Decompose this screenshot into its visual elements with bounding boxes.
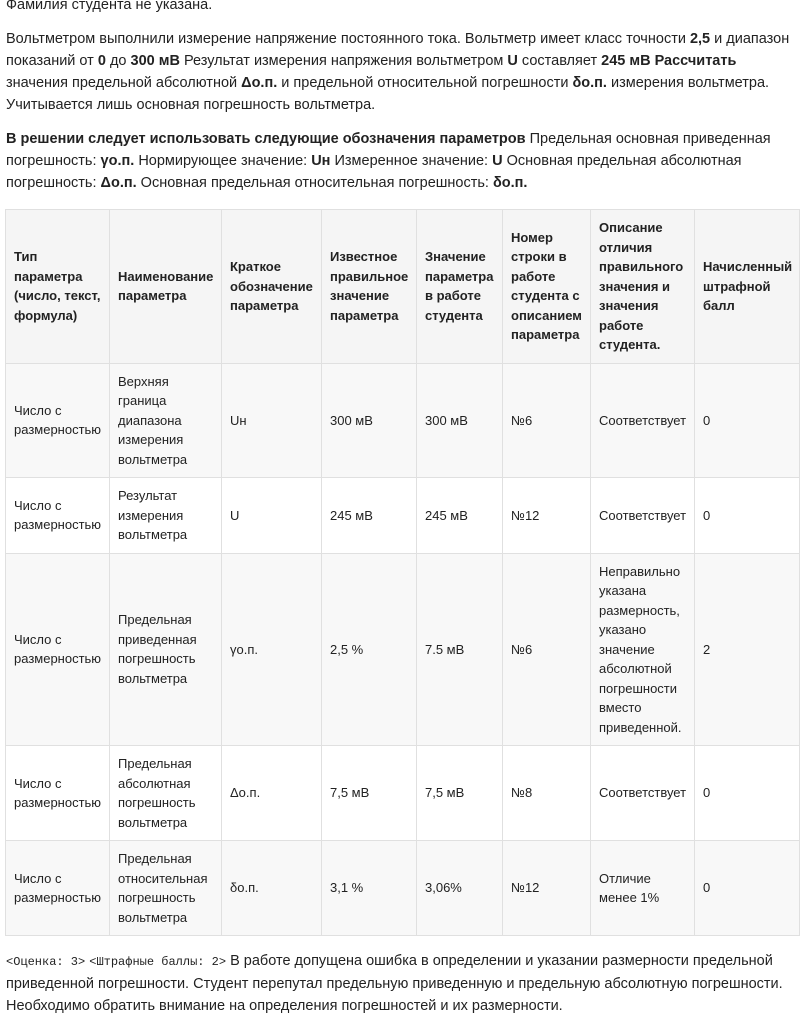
cell-student: 300 мВ: [417, 363, 503, 478]
cell-name: Верхняя граница диапазона измерения вольтметра: [110, 363, 222, 478]
cell-name: Предельная приведенная погрешность вольтметра: [110, 553, 222, 746]
table-row: [6, 841, 800, 936]
table-header-row: [6, 210, 800, 364]
table-row: [6, 746, 800, 841]
cell-student: 245 мВ: [417, 478, 503, 554]
header-param-name: Наименование параметра: [110, 210, 222, 364]
header-difference: Описание отличия правильного значения и значения работе студента.: [591, 210, 695, 364]
cell-correct: 7,5 мВ: [322, 746, 417, 841]
header-short-notation: Краткое обозначение параметра: [222, 210, 322, 364]
cell-type: Число с размерностью: [6, 553, 110, 746]
header-correct-value: Известное правильное значение параметра: [322, 210, 417, 364]
header-line-number: Номер строки в работе студента с описанием параметра: [503, 210, 591, 364]
cell-name: Предельная относительная погрешность вольтметра: [110, 841, 222, 936]
cell-line: №8: [503, 746, 591, 841]
cell-difference: Отличие менее 1%: [591, 841, 695, 936]
cell-line: №12: [503, 478, 591, 554]
cell-difference: Неправильно указана размерность, указано значение абсолютной погрешности вместо приведенной.: [591, 553, 695, 746]
cell-line: №6: [503, 363, 591, 478]
cell-student: 7,5 мВ: [417, 746, 503, 841]
table-row: [6, 553, 800, 746]
document: [6, 0, 798, 1017]
parameters-table: [5, 209, 800, 936]
cell-correct: 300 мВ: [322, 363, 417, 478]
cell-notation: γо.п.: [222, 553, 322, 746]
summary-text: В работе допущена ошибка в определении и указании размерности предельной приведенной погрешности. Студент перепутал предельную приведенную и предельную абсолютную погрешности. Необходимо обратить внимание на определения погрешностей и их размерности.: [6, 953, 783, 1014]
table-row: [6, 363, 800, 478]
cell-correct: 2,5 %: [322, 553, 417, 746]
cell-penalty: 0: [695, 363, 800, 478]
cell-penalty: 0: [695, 746, 800, 841]
cell-penalty: 2: [695, 553, 800, 746]
header-student-value: Значение параметра в работе студента: [417, 210, 503, 364]
cell-name: Результат измерения вольтметра: [110, 478, 222, 554]
grading-summary: [6, 950, 798, 1017]
cell-notation: Uн: [222, 363, 322, 478]
cell-notation: Δо.п.: [222, 746, 322, 841]
grade-tag: <Оценка: 3>: [6, 955, 86, 969]
cell-type: Число с размерностью: [6, 746, 110, 841]
notation-paragraph: В решении следует использовать следующие обозначения параметров Предельная основная приведенная погрешность: γо.п. Нормирующее значение: Uн Измеренное значение: U Основная предельная абсолютная погрешность: Δо.п. Основная предельная относительная погрешность: δо.п.: [6, 131, 771, 191]
cell-correct: 3,1 %: [322, 841, 417, 936]
cell-name: Предельная абсолютная погрешность вольтметра: [110, 746, 222, 841]
cell-difference: Соответствует: [591, 746, 695, 841]
cell-notation: U: [222, 478, 322, 554]
cell-difference: Соответствует: [591, 478, 695, 554]
cell-type: Число с размерностью: [6, 841, 110, 936]
cell-notation: δо.п.: [222, 841, 322, 936]
intro-note: Фамилия студента не указана.: [6, 0, 213, 13]
cell-correct: 245 мВ: [322, 478, 417, 554]
header-penalty: Начисленный штрафной балл: [695, 210, 800, 364]
task-paragraph: Вольтметром выполнили измерение напряжение постоянного тока. Вольтметр имеет класс точности 2,5 и диапазон показаний от 0 до 300 мВ Результат измерения напряжения вольтметром U составляет 245 мВ Рассчитать значения предельной абсолютной Δо.п. и предельной относительной погрешности δо.п. измерения вольтметра. Учитывается лишь основная погрешность вольтметра.: [6, 31, 790, 113]
cell-line: №12: [503, 841, 591, 936]
cell-penalty: 0: [695, 841, 800, 936]
header-param-type: Тип параметра (число, текст, формула): [6, 210, 110, 364]
cell-student: 7.5 мВ: [417, 553, 503, 746]
cell-student: 3,06%: [417, 841, 503, 936]
cell-penalty: 0: [695, 478, 800, 554]
penalty-tag: <Штрафные баллы: 2>: [89, 955, 227, 969]
cell-type: Число с размерностью: [6, 363, 110, 478]
cell-difference: Соответствует: [591, 363, 695, 478]
table-row: [6, 478, 800, 554]
cell-type: Число с размерностью: [6, 478, 110, 554]
cell-line: №6: [503, 553, 591, 746]
